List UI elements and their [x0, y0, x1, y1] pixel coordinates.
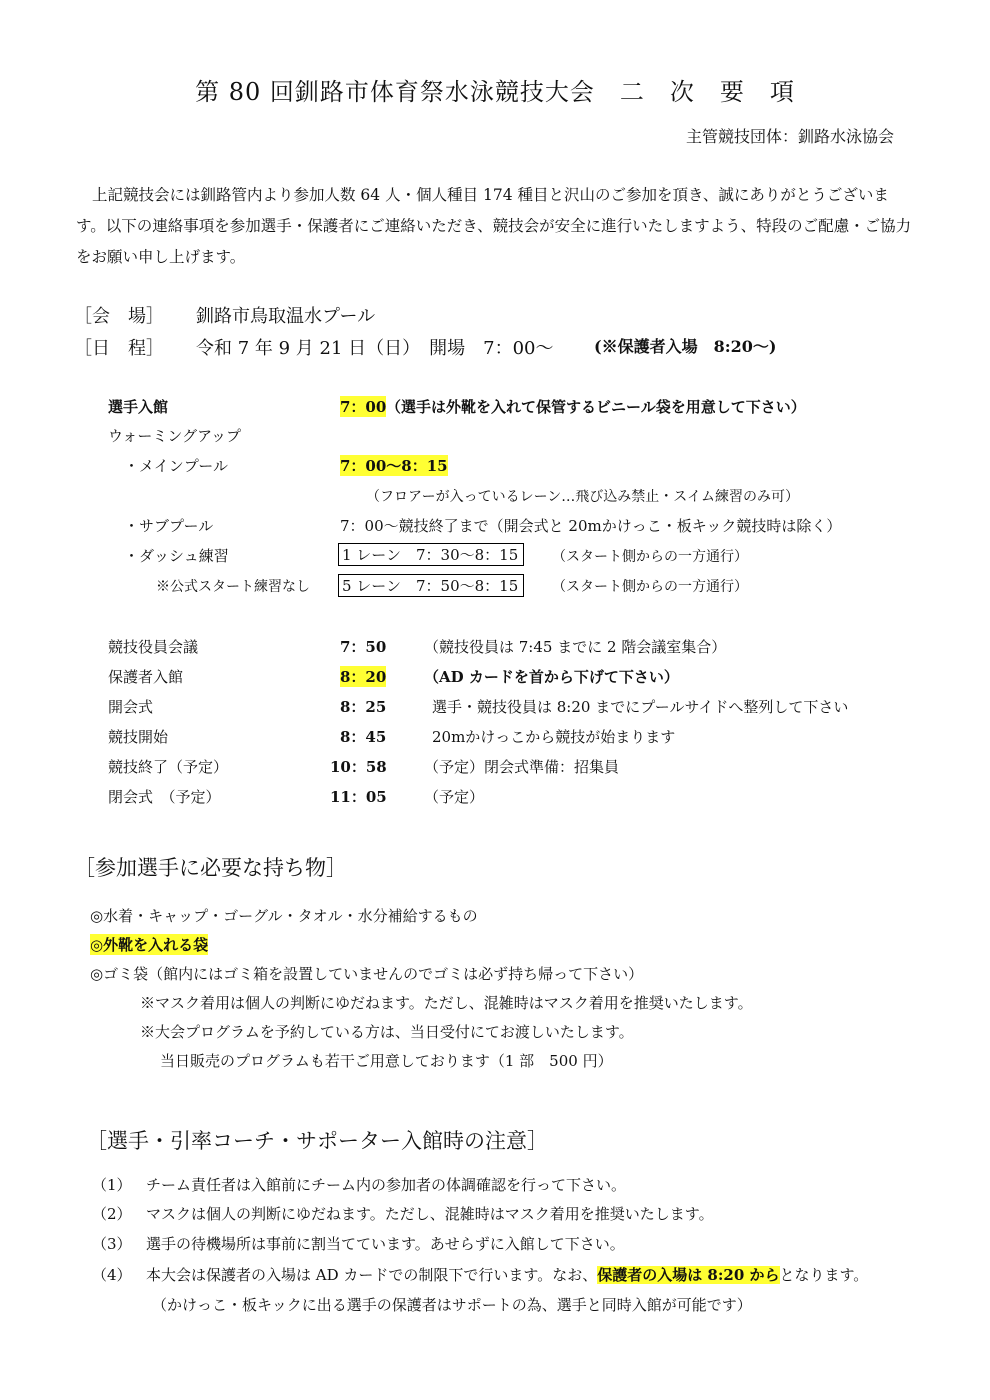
- belongings-item: ◎水着・キャップ・ゴーグル・タオル・水分補給するもの: [90, 907, 478, 925]
- main-pool-label: ・メインプール: [124, 457, 228, 475]
- event-time: 8：20: [340, 668, 387, 686]
- event-time: 8：25: [340, 698, 387, 716]
- dash-lane: 1 レーン 7：30～8：15: [338, 543, 524, 566]
- event-label: 閉会式 （予定）: [108, 788, 221, 806]
- event-label: 競技役員会議: [108, 638, 199, 656]
- event-time: 11：05: [330, 788, 387, 806]
- notice-num: （1）: [92, 1176, 132, 1194]
- belongings-note: ※大会プログラムを予約している方は、当日受付にてお渡しいたします。: [140, 1023, 634, 1041]
- date-label: ［日 程］: [74, 338, 164, 359]
- event-note: 20mかけっこから競技が始まります: [432, 728, 676, 746]
- sub-pool-text: 7：00～競技終了まで（開会式と 20mかけっこ・板キック競技時は除く）: [340, 517, 842, 535]
- dash-label: ・ダッシュ練習: [124, 547, 229, 565]
- intro-paragraph: 上記競技会には釧路管内より参加人数 64 人・個人種目 174 種目と沢山のご参加を頂き、誠にありがとうございます。以下の連絡事項を参加選手・保護者にご連絡いただき、競技会が安全に進行いたしますよう、特段のご配慮・ご協力をお願い申し上げます。: [76, 186, 912, 266]
- event-label: 競技終了（予定）: [108, 758, 229, 776]
- main-pool-note: （フロアーが入っているレーン…飛び込み禁止・スイム練習のみ可）: [366, 489, 800, 505]
- belongings-note: ※マスク着用は個人の判断にゆだねます。ただし、混雑時はマスク着用を推奨いたします。: [140, 994, 753, 1012]
- event-time: 7：50: [340, 638, 387, 656]
- notice-num: （2）: [92, 1205, 132, 1223]
- event-note: （予定）閉会式準備：招集員: [424, 758, 620, 776]
- notice-item4-highlight: 保護者の入場は 8:20 から: [597, 1266, 780, 1284]
- notice-num: （3）: [92, 1235, 132, 1253]
- no-start-lane: 5 レーン 7：50～8：15: [338, 574, 524, 597]
- event-label: 保護者入館: [108, 668, 184, 686]
- event-note: （競技役員は 7:45 までに 2 階会議室集合）: [424, 638, 727, 656]
- dash-note: （スタート側からの一方通行）: [552, 549, 748, 565]
- athlete-entry-time: 7：00: [340, 398, 387, 416]
- belongings-heading: ［参加選手に必要な持ち物］: [74, 856, 347, 880]
- notice-text: チーム責任者は入館前にチーム内の参加者の体調確認を行って下さい。: [146, 1176, 627, 1194]
- event-note: （予定）: [424, 788, 485, 806]
- notice-heading: ［選手・引率コーチ・サポーター入館時の注意］: [86, 1129, 548, 1153]
- warmup-label: ウォーミングアップ: [108, 427, 242, 445]
- notice-item4-pre: 本大会は保護者の入場は AD カードでの制限下で行います。なお、: [146, 1266, 598, 1284]
- page-title: 第 80 回釧路市体育祭水泳競技大会 二 次 要 項: [195, 78, 795, 106]
- event-note: （AD カードを首から下げて下さい）: [424, 668, 679, 686]
- event-time: 10：58: [330, 758, 387, 776]
- notice-item4: [146, 1264, 868, 1285]
- athlete-entry-note: （選手は外靴を入れて保管するビニール袋を用意して下さい）: [386, 398, 806, 416]
- guardian-entry-time: (※保護者入場 8:20～): [594, 337, 777, 356]
- main-pool-time: 7：00～8：15: [340, 457, 448, 475]
- belongings-note: 当日販売のプログラムも若干ご用意しております（1 部 500 円）: [160, 1052, 613, 1070]
- notice-item4-post: となります。: [779, 1266, 869, 1284]
- athlete-entry-label: 選手入館: [108, 398, 169, 416]
- organizer: 主管競技団体：釧路水泳協会: [685, 127, 894, 146]
- date-value: 令和 7 年 9 月 21 日（日） 開場 7：00～: [196, 338, 554, 359]
- belongings-item: ◎ゴミ袋（館内にはゴミ箱を設置していませんのでゴミは必ず持ち帰って下さい）: [90, 965, 644, 983]
- notice-text: 選手の待機場所は事前に割当てています。あせらずに入館して下さい。: [146, 1235, 625, 1253]
- sub-pool-label: ・サブプール: [124, 517, 214, 535]
- venue-value: 釧路市鳥取温水プール: [196, 306, 376, 327]
- belongings-item: ◎外靴を入れる袋: [90, 936, 209, 954]
- event-note: 選手・競技役員は 8:20 までにプールサイドへ整列して下さい: [432, 698, 849, 716]
- notice-text: マスクは個人の判断にゆだねます。ただし、混雑時はマスク着用を推奨いたします。: [146, 1205, 714, 1223]
- no-start-label: ※公式スタート練習なし: [156, 579, 310, 595]
- event-label: 開会式: [108, 698, 154, 716]
- no-start-note: （スタート側からの一方通行）: [552, 579, 748, 595]
- venue-label: ［会 場］: [74, 306, 164, 327]
- event-time: 8：45: [340, 728, 387, 746]
- notice-num: （4）: [92, 1266, 132, 1284]
- notice-item4-sub: （かけっこ・板キックに出る選手の保護者はサポートの為、選手と同時入館が可能です）: [152, 1296, 752, 1314]
- event-label: 競技開始: [108, 728, 169, 746]
